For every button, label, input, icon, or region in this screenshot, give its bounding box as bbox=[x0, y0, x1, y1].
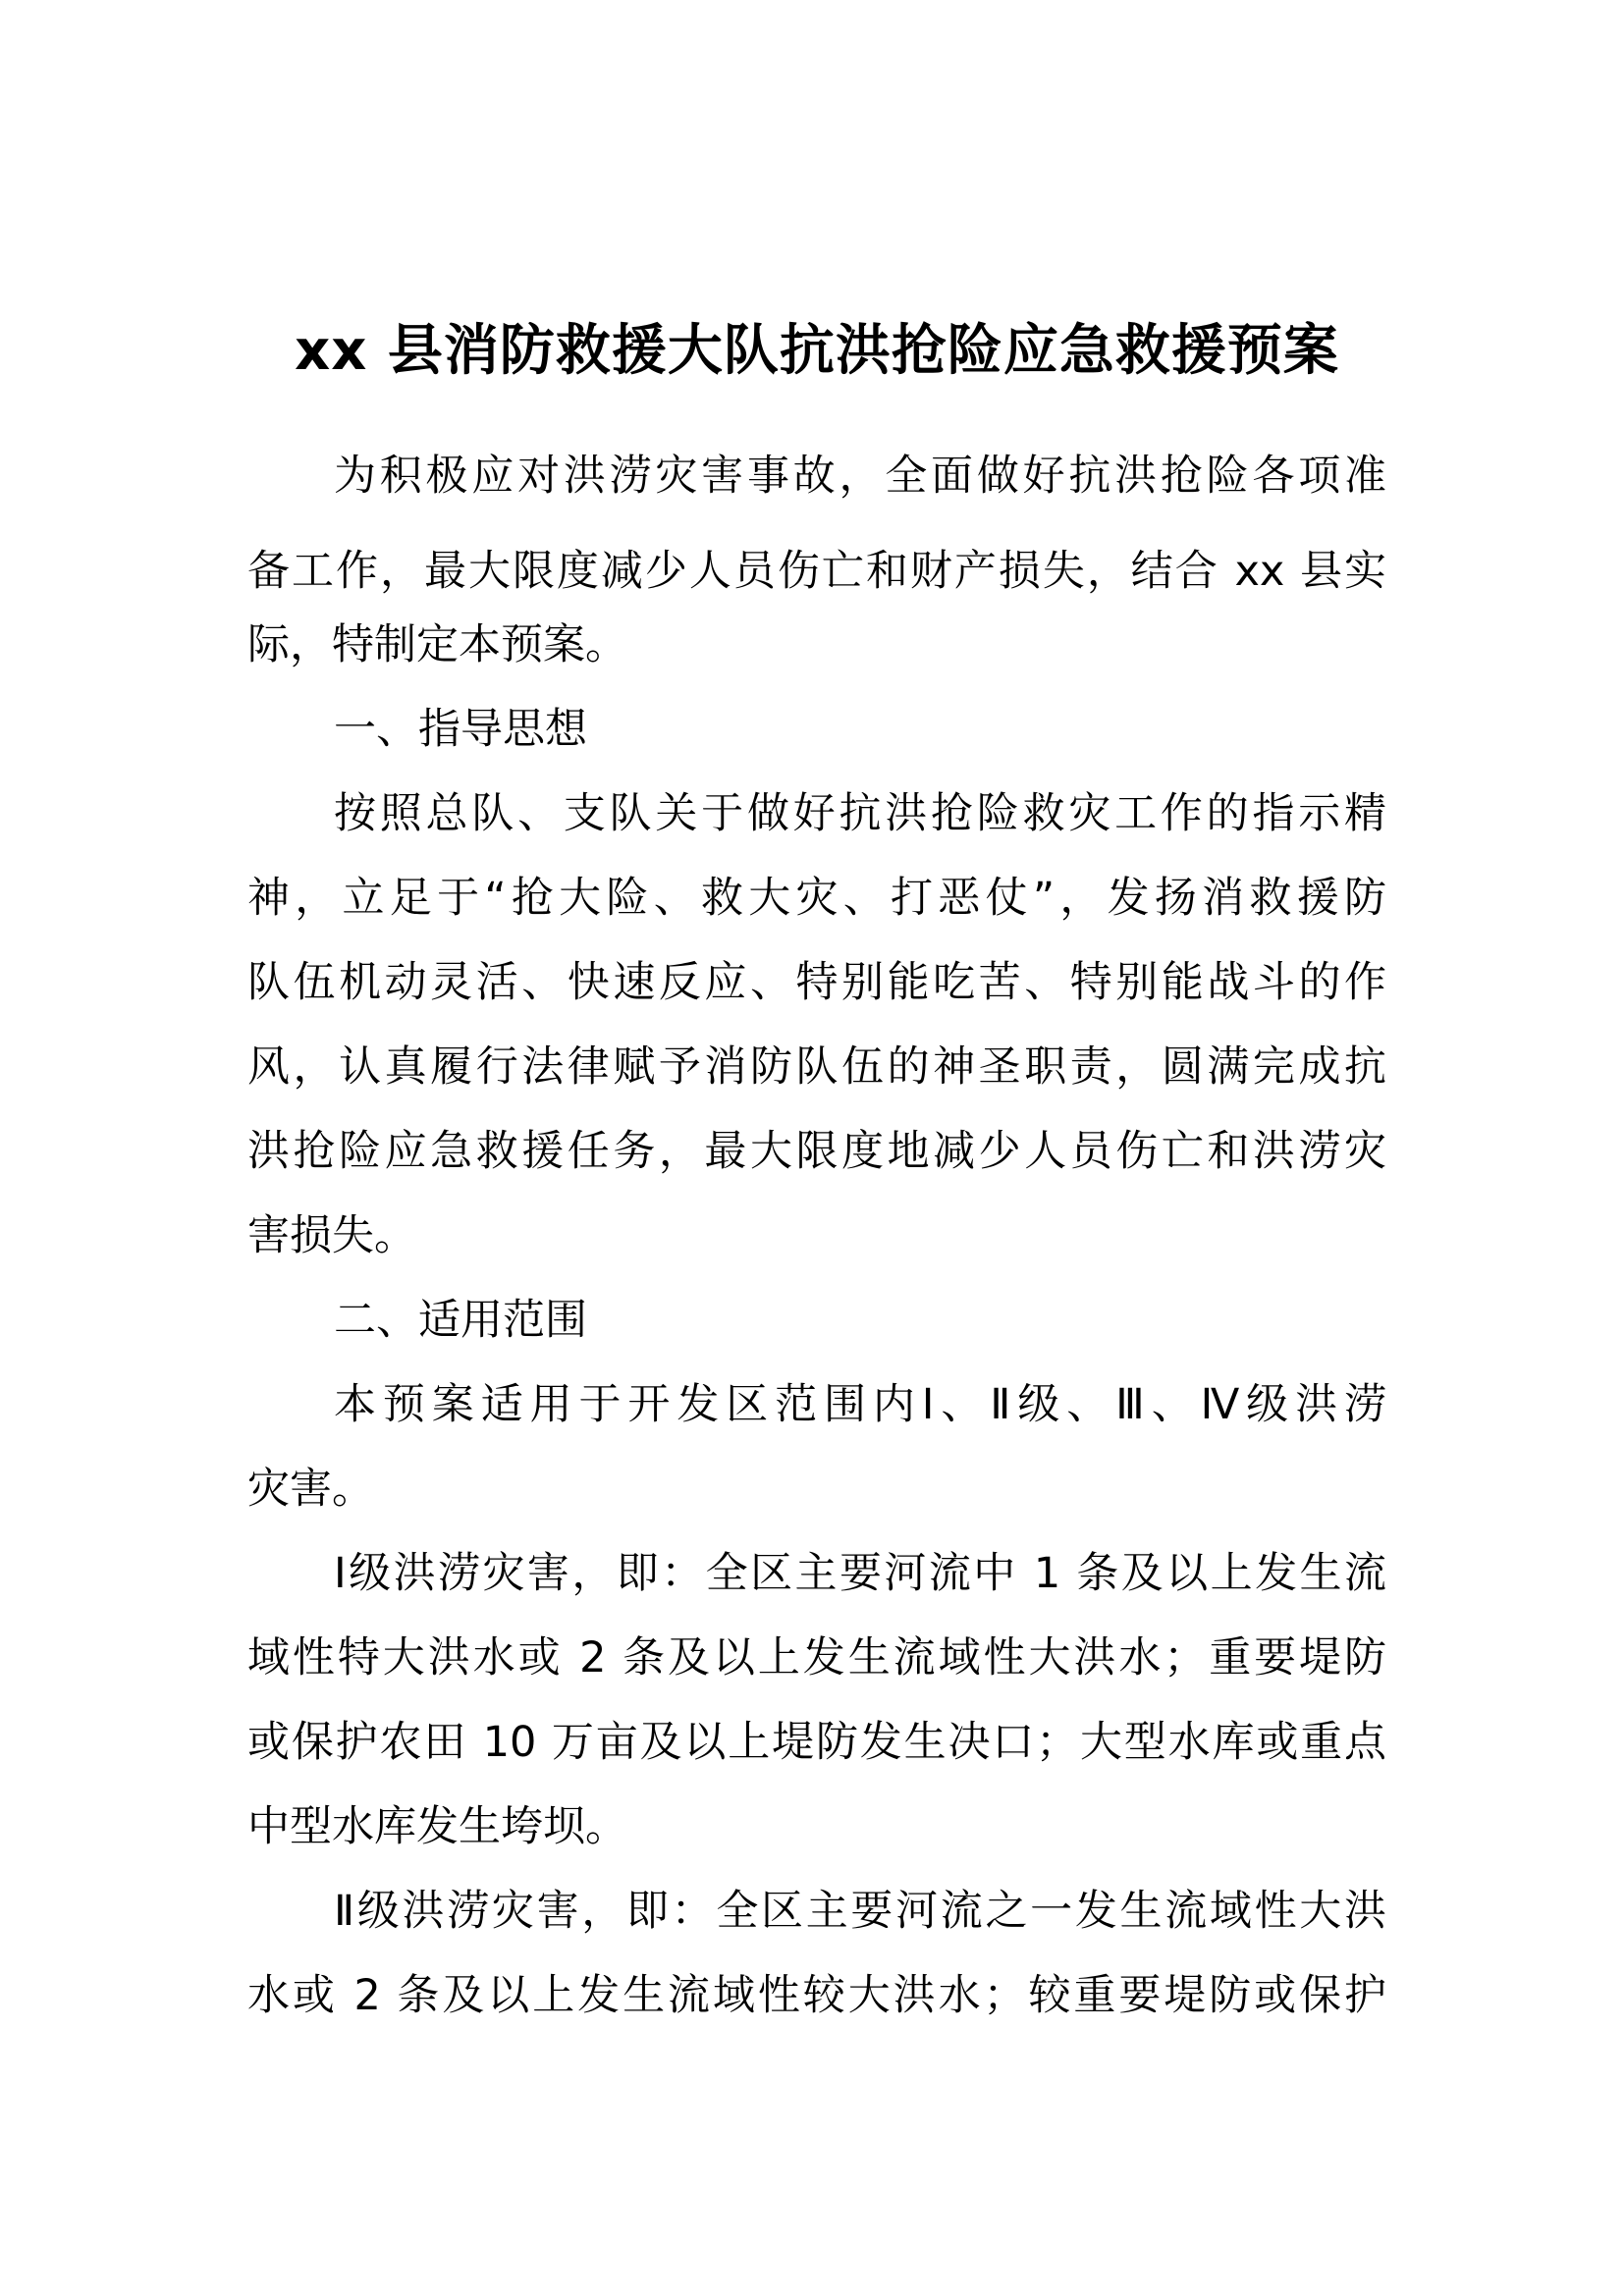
paragraph-line: 灾害。 bbox=[247, 1465, 374, 1514]
paragraph-line: 队伍机动灵活、快速反应、特别能吃苦、特别能战斗的作 bbox=[247, 958, 1386, 1007]
paragraph-line: 按照总队、支队关于做好抗洪抢险救灾工作的指示精 bbox=[334, 789, 1386, 838]
paragraph-line: 害损失。 bbox=[247, 1211, 416, 1260]
paragraph-line: 或保护农田 10 万亩及以上堤防发生决口；大型水库或重点 bbox=[247, 1718, 1386, 1767]
paragraph-line: 水或 2 条及以上发生流域性较大洪水；较重要堤防或保护 bbox=[247, 1971, 1386, 2020]
paragraph-line: 洪抢险应急救援任务，最大限度地减少人员伤亡和洪涝灾 bbox=[247, 1127, 1386, 1176]
document-title: xx 县消防救援大队抗洪抢险应急救援预案 bbox=[295, 319, 1339, 383]
paragraph-line: 域性特大洪水或 2 条及以上发生流域性大洪水；重要堤防 bbox=[247, 1633, 1386, 1682]
paragraph-line: 际，特制定本预案。 bbox=[247, 620, 627, 669]
section-heading: 一、指导思想 bbox=[334, 705, 587, 754]
paragraph-line: Ⅰ级洪涝灾害，即：全区主要河流中 1 条及以上发生流 bbox=[334, 1549, 1386, 1598]
paragraph-line: Ⅱ级洪涝灾害，即：全区主要河流之一发生流域性大洪 bbox=[334, 1887, 1386, 1936]
section-heading: 二、适用范围 bbox=[334, 1296, 587, 1345]
paragraph-line: 为积极应对洪涝灾害事故，全面做好抗洪抢险各项准 bbox=[334, 452, 1386, 501]
paragraph-line: 神，立足于“抢大险、救大灾、打恶仗”，发扬消救援防 bbox=[247, 874, 1386, 923]
paragraph-line: 本预案适用于开发区范围内Ⅰ、Ⅱ级、Ⅲ、Ⅳ级洪涝 bbox=[334, 1380, 1386, 1429]
paragraph-line: 风，认真履行法律赋予消防队伍的神圣职责，圆满完成抗 bbox=[247, 1042, 1386, 1092]
paragraph-line: 备工作，最大限度减少人员伤亡和财产损失，结合 xx 县实 bbox=[247, 547, 1386, 596]
paragraph-line: 中型水库发生垮坝。 bbox=[247, 1802, 627, 1851]
